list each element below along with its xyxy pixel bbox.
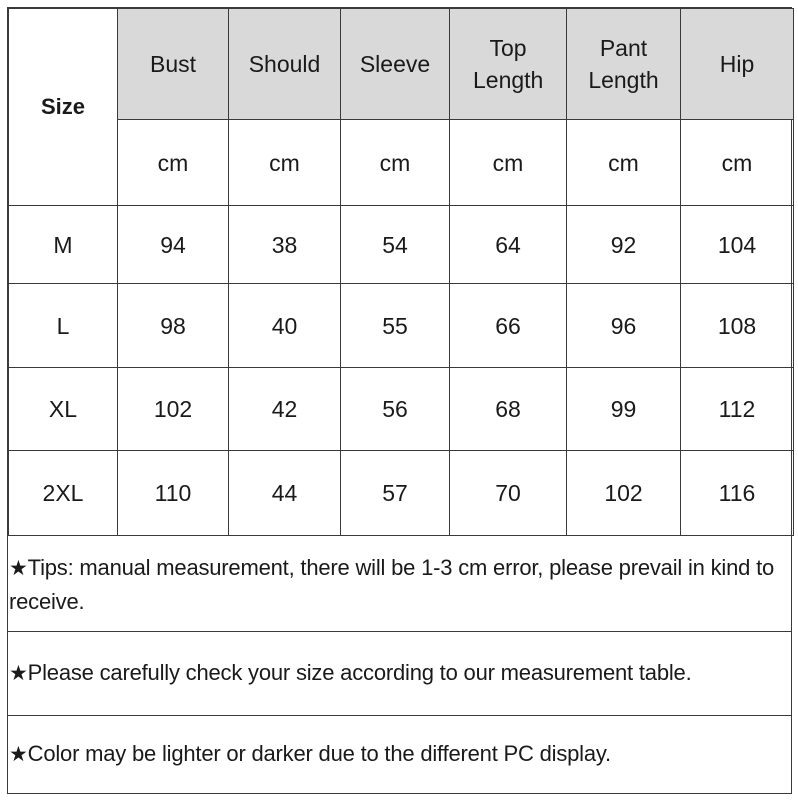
divider	[8, 715, 791, 716]
star-icon: ★	[9, 661, 28, 685]
note-tips	[8, 551, 791, 618]
column-header-top-length: Top Length	[450, 9, 567, 120]
header-row	[9, 9, 794, 120]
unit-cell: cm	[118, 120, 229, 206]
table-cell: 116	[681, 451, 794, 536]
table-cell: 92	[567, 206, 681, 284]
table-row	[9, 368, 794, 451]
table-cell: 102	[118, 368, 229, 451]
note-color	[8, 737, 791, 771]
table-cell: 102	[567, 451, 681, 536]
table-cell: 54	[341, 206, 450, 284]
table-cell: 42	[229, 368, 341, 451]
unit-cell: cm	[567, 120, 681, 206]
size-column-header: Size	[9, 9, 118, 206]
table-cell: 96	[567, 284, 681, 368]
size-cell: M	[9, 206, 118, 284]
table-cell: 108	[681, 284, 794, 368]
units-row	[9, 120, 794, 206]
note-text: Color may be lighter or darker due to the different PC display.	[27, 741, 611, 766]
column-header-sleeve: Sleeve	[341, 9, 450, 120]
table-cell: 44	[229, 451, 341, 536]
column-header-hip: Hip	[681, 9, 794, 120]
unit-cell: cm	[341, 120, 450, 206]
table-row	[9, 284, 794, 368]
table-cell: 104	[681, 206, 794, 284]
table-cell: 66	[450, 284, 567, 368]
column-header-pant-length: Pant Length	[567, 9, 681, 120]
unit-cell: cm	[681, 120, 794, 206]
column-header-bust: Bust	[118, 9, 229, 120]
note-size-check	[8, 656, 791, 690]
size-table	[8, 8, 794, 536]
table-cell: 112	[681, 368, 794, 451]
unit-cell: cm	[229, 120, 341, 206]
table-cell: 64	[450, 206, 567, 284]
table-cell: 68	[450, 368, 567, 451]
table-cell: 57	[341, 451, 450, 536]
table-cell: 55	[341, 284, 450, 368]
divider	[8, 631, 791, 632]
table-row	[9, 451, 794, 536]
table-row	[9, 206, 794, 284]
size-chart	[7, 7, 792, 794]
table-cell: 40	[229, 284, 341, 368]
star-icon: ★	[9, 742, 28, 766]
table-cell: 99	[567, 368, 681, 451]
note-text: Tips: manual measurement, there will be 1-3 cm error, please prevail in kind to receive.	[9, 555, 775, 614]
table-cell: 98	[118, 284, 229, 368]
star-icon: ★	[9, 556, 28, 580]
note-text: Please carefully check your size according to our measurement table.	[27, 660, 692, 685]
table-cell: 38	[229, 206, 341, 284]
unit-cell: cm	[450, 120, 567, 206]
size-cell: XL	[9, 368, 118, 451]
table-cell: 94	[118, 206, 229, 284]
column-header-shoulder: Should	[229, 9, 341, 120]
table-cell: 70	[450, 451, 567, 536]
size-cell: L	[9, 284, 118, 368]
table-cell: 56	[341, 368, 450, 451]
size-cell: 2XL	[9, 451, 118, 536]
table-cell: 110	[118, 451, 229, 536]
